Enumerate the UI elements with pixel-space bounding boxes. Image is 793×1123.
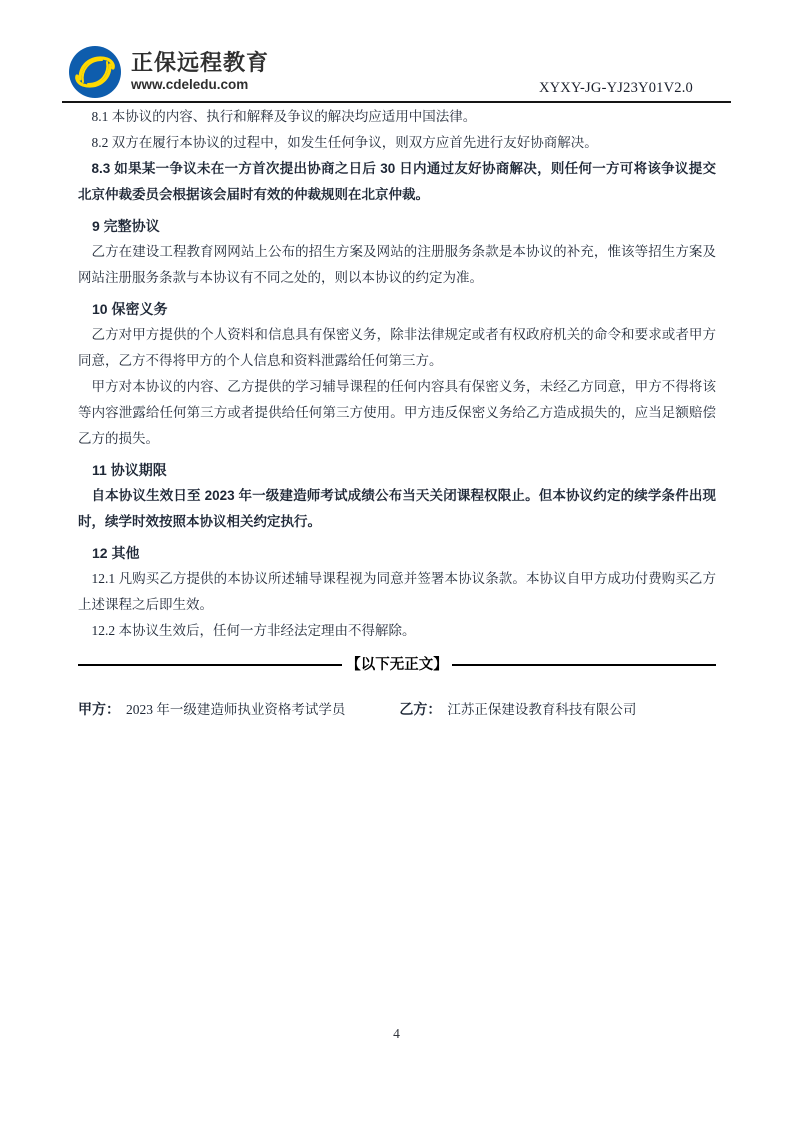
party-b <box>399 696 636 723</box>
section-11-heading: 11 协议期限 <box>92 462 167 478</box>
divider-line-right <box>452 664 716 666</box>
logo-text <box>131 50 269 94</box>
company-name: 正保远程教育 <box>131 50 270 75</box>
divider-line-left <box>78 664 342 666</box>
party-b-label: 乙方： <box>399 701 442 717</box>
end-of-text-divider <box>78 652 716 678</box>
clause-11: 自本协议生效日至 2023 年一级建造师考试成绩公布当天关闭课程权限止。但本协议约定的续学条件出现时，续学时效按照本协议相关约定执行。 <box>78 488 716 529</box>
party-b-value: 江苏正保建设教育科技有限公司 <box>447 702 637 717</box>
parties-row <box>78 696 716 723</box>
section-12-heading: 12 其他 <box>92 545 140 561</box>
party-a <box>78 696 345 723</box>
company-logo-icon <box>69 46 121 98</box>
document-code: XYXY-JG-YJ23Y01V2.0 <box>538 80 693 96</box>
clause-9: 乙方在建设工程教育网网站上公布的招生方案及网站的注册服务条款是本协议的补充，惟该等招生方案及网站注册服务条款与本协议有不同之处的，则以本协议的约定为准。 <box>78 244 716 285</box>
clause-8-3: 8.3 如果某一争议未在一方首次提出协商之日后 30 日内通过友好协商解决，则任何一方可将该争议提交北京仲裁委员会根据该会届时有效的仲裁规则在北京仲裁。 <box>78 161 716 202</box>
clause-10-2: 甲方对本协议的内容、乙方提供的学习辅导课程的任何内容具有保密义务，未经乙方同意，甲方不得将该等内容泄露给任何第三方或者提供给任何第三方使用。甲方违反保密义务给乙方造成损失的，应当足额赔偿乙方的损失。 <box>78 379 716 446</box>
clause-12-1: 12.1 凡购买乙方提供的本协议所述辅导课程视为同意并签署本协议条款。本协议自甲方成功付费购买乙方上述课程之后即生效。 <box>78 571 716 612</box>
clause-10-1: 乙方对甲方提供的个人资料和信息具有保密义务，除非法律规定或者有权政府机关的命令和要求或者甲方同意，乙方不得将甲方的个人信息和资料泄露给任何第三方。 <box>78 327 716 368</box>
clause-12-2: 12.2 本协议生效后，任何一方非经法定理由不得解除。 <box>91 623 416 638</box>
company-logo <box>69 46 269 98</box>
section-10-heading: 10 保密义务 <box>92 301 168 317</box>
party-a-label: 甲方： <box>78 701 120 717</box>
end-of-text-label: 【以下无正文】 <box>346 657 448 673</box>
header-divider <box>62 101 731 103</box>
company-website: www.cdeledu.com <box>131 77 249 92</box>
clause-8-2: 8.2 双方在履行本协议的过程中，如发生任何争议，则双方应首先进行友好协商解决。 <box>91 135 598 150</box>
clause-8-1: 8.1 本协议的内容、执行和解释及争议的解决均应适用中国法律。 <box>91 109 477 124</box>
document-body <box>78 104 716 723</box>
section-9-heading: 9 完整协议 <box>92 218 160 234</box>
page-number: 4 <box>393 1026 400 1041</box>
party-a-value: 2023 年一级建造师执业资格考试学员 <box>126 702 346 717</box>
